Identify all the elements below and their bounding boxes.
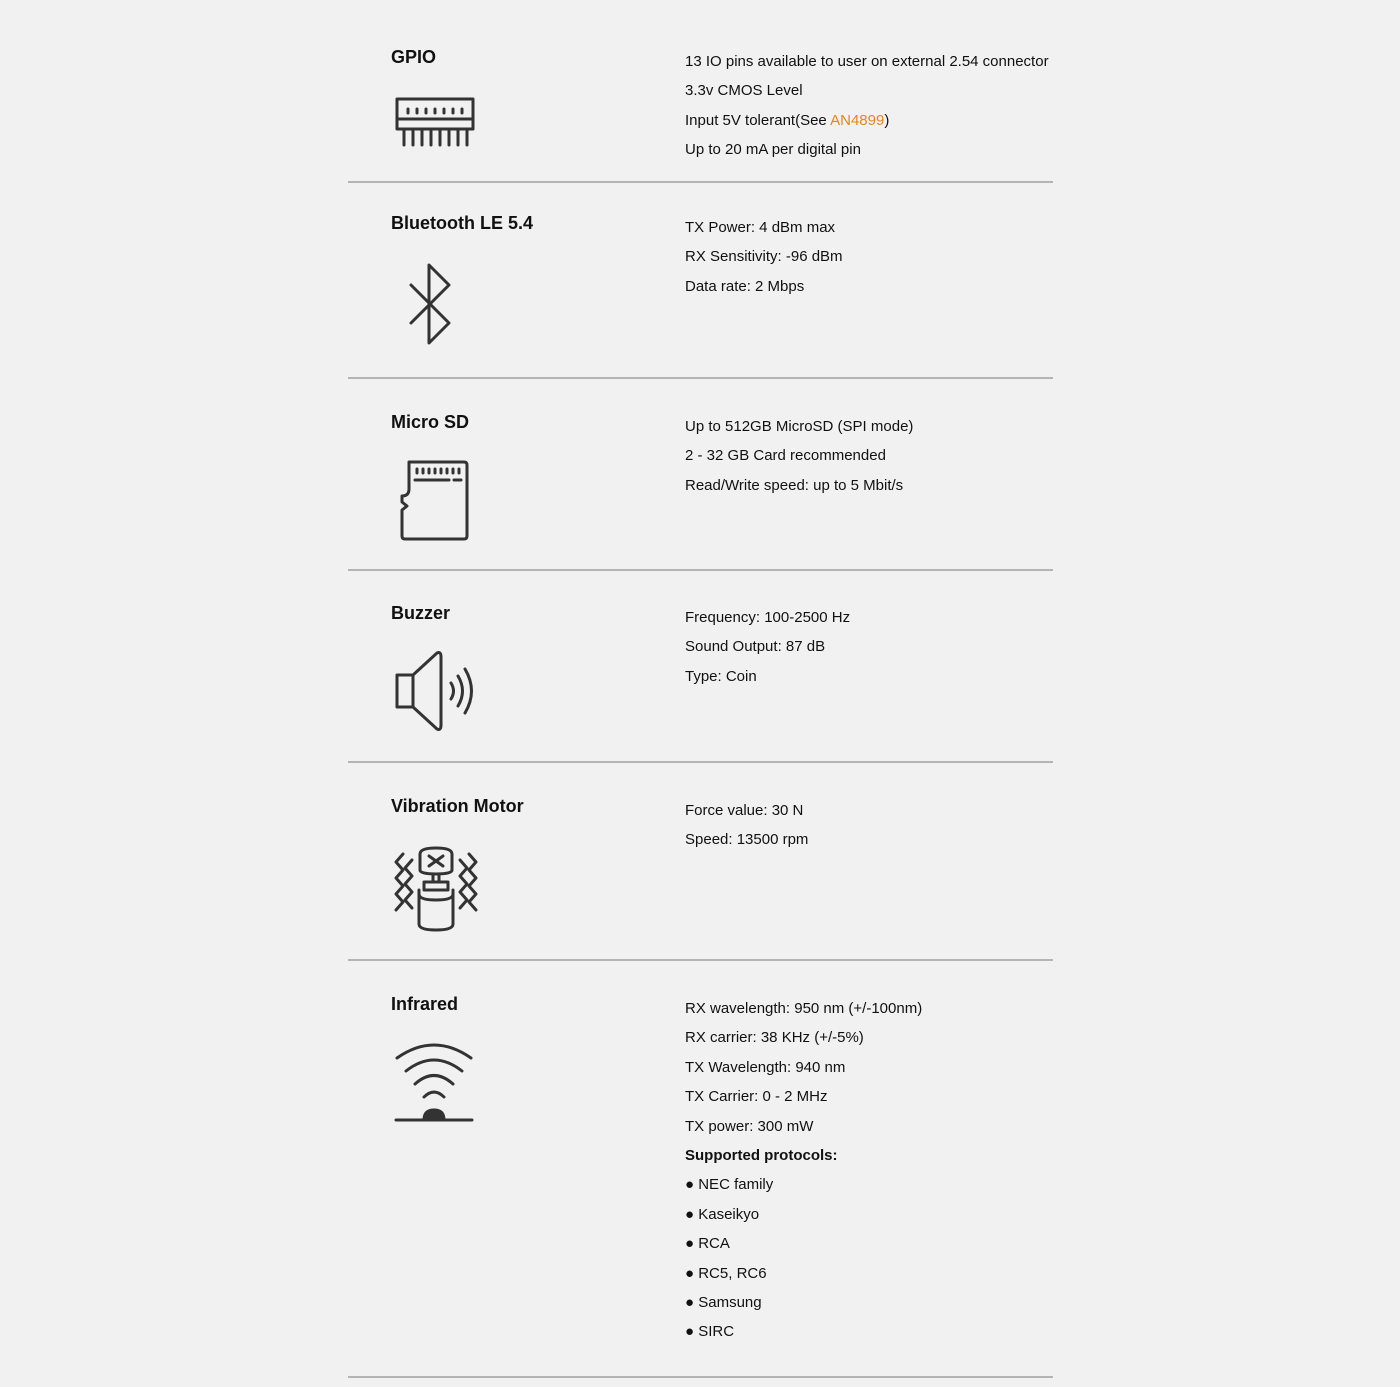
- speaker-icon: [391, 649, 481, 733]
- spec-line: [685, 106, 1049, 135]
- spec-list: [685, 412, 913, 500]
- spec-line: Type: Coin: [685, 667, 757, 685]
- microsd-card-icon: [391, 458, 477, 542]
- spec-text: ): [884, 111, 890, 129]
- protocol-item: ● RC5, RC6: [685, 1264, 767, 1282]
- protocol-item: ● SIRC: [685, 1323, 735, 1341]
- protocols-heading: Supported protocols:: [685, 1146, 838, 1164]
- spec-line: Read/Write speed: up to 5 Mbit/s: [685, 476, 904, 494]
- spec-line: 2 - 32 GB Card recommended: [685, 447, 886, 465]
- section-title: Vibration Motor: [391, 796, 524, 816]
- protocol-item: ● RCA: [685, 1235, 730, 1253]
- spec-list: [685, 796, 808, 855]
- section-title: Infrared: [391, 994, 459, 1014]
- spec-list: [685, 213, 843, 301]
- spec-line: 3.3v CMOS Level: [685, 82, 803, 100]
- spec-list: [685, 603, 850, 691]
- section-divider: [348, 1376, 1053, 1378]
- spec-line: Up to 512GB MicroSD (SPI mode): [685, 418, 914, 435]
- spec-line: TX Wavelength: 940 nm: [685, 1058, 846, 1076]
- vibration-motor-icon: [391, 844, 481, 932]
- section-title: Buzzer: [391, 603, 451, 623]
- spec-line: TX power: 300 mW: [685, 1117, 814, 1135]
- gpio-connector-icon: [391, 95, 477, 149]
- spec-text: Input 5V tolerant(See: [685, 111, 831, 129]
- section-title: Bluetooth LE 5.4: [391, 213, 534, 233]
- spec-line: Frequency: 100-2500 Hz: [685, 609, 851, 626]
- spec-line: TX Power: 4 dBm max: [685, 219, 836, 236]
- section-divider: [348, 377, 1053, 379]
- an4899-link[interactable]: AN4899: [830, 111, 885, 129]
- spec-line: 13 IO pins available to user on external 2.54 connector: [685, 53, 1049, 70]
- spec-list: [685, 47, 1049, 165]
- infrared-signal-icon: [391, 1040, 477, 1126]
- spec-line: Speed: 13500 rpm: [685, 831, 809, 849]
- spec-line: RX wavelength: 950 nm (+/-100nm): [685, 1000, 923, 1017]
- spec-line: TX Carrier: 0 - 2 MHz: [685, 1088, 828, 1106]
- spec-line: Force value: 30 N: [685, 802, 804, 819]
- spec-line: Up to 20 mA per digital pin: [685, 141, 861, 159]
- protocol-item: ● NEC family: [685, 1176, 774, 1194]
- bluetooth-icon: [391, 261, 451, 347]
- spec-line: Data rate: 2 Mbps: [685, 277, 805, 295]
- protocol-item: ● Kaseikyo: [685, 1205, 760, 1223]
- spec-line: Sound Output: 87 dB: [685, 638, 826, 656]
- section-divider: [348, 181, 1053, 183]
- section-divider: [348, 569, 1053, 571]
- spec-line: RX Sensitivity: -96 dBm: [685, 248, 843, 266]
- section-divider: [348, 761, 1053, 763]
- spec-line: RX carrier: 38 KHz (+/-5%): [685, 1029, 864, 1047]
- section-title: GPIO: [391, 47, 437, 67]
- spec-list: [685, 994, 922, 1347]
- protocol-item: ● Samsung: [685, 1293, 762, 1311]
- section-title: Micro SD: [391, 412, 470, 432]
- section-divider: [348, 959, 1053, 961]
